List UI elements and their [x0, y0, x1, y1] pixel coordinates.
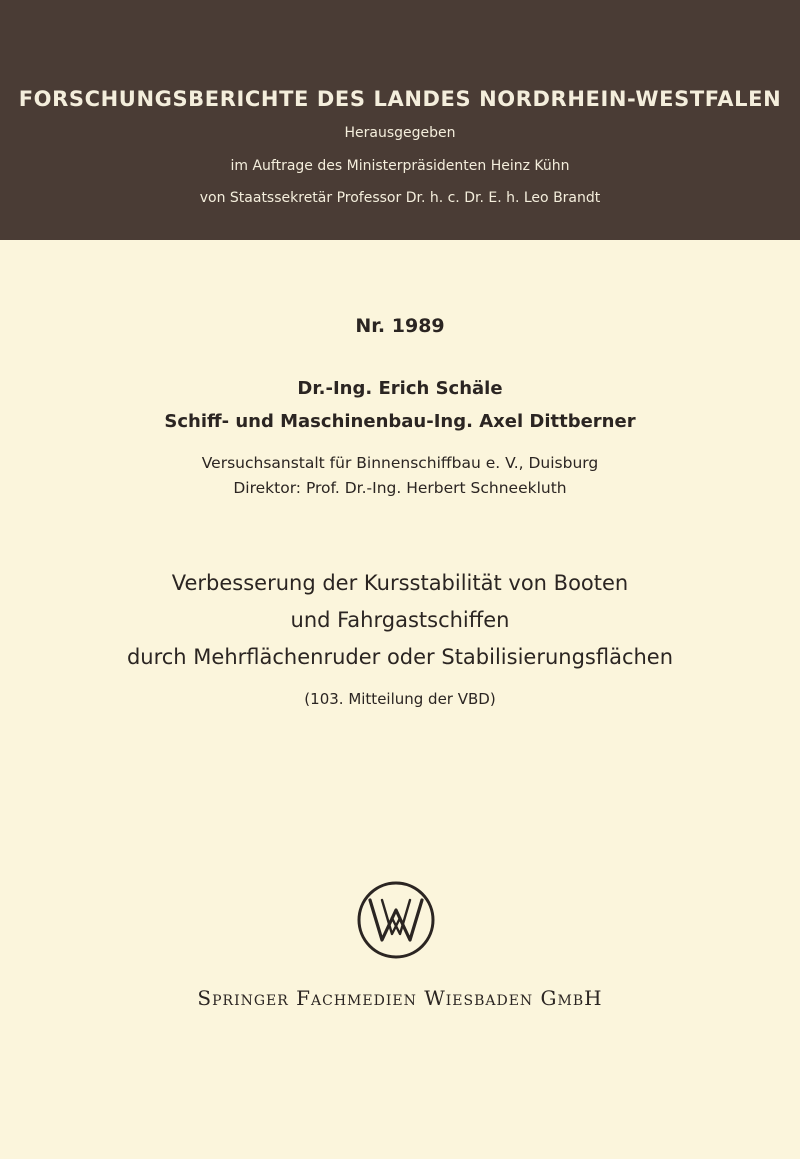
report-number: Nr. 1989	[355, 315, 445, 337]
commission-line: im Auftrage des Ministerpräsidenten Heinz Kühn	[230, 158, 570, 174]
header-band	[0, 0, 800, 240]
institution-director: Direktor: Prof. Dr.-Ing. Herbert Schneekluth	[233, 479, 567, 497]
institution-name: Versuchsanstalt für Binnenschiffbau e. V., Duisburg	[201, 454, 599, 472]
editor-name-line: von Staatssekretär Professor Dr. h. c. Dr. E. h. Leo Brandt	[199, 190, 601, 206]
book-subtitle: (103. Mitteilung der VBD)	[304, 690, 496, 708]
author-name: Schiff- und Maschinenbau-Ing. Axel Dittberner	[164, 411, 636, 432]
book-title-line: Verbesserung der Kursstabilität von Booten	[171, 571, 629, 595]
editor-line: Herausgegeben	[344, 125, 456, 141]
author-name: Dr.-Ing. Erich Schäle	[297, 378, 503, 399]
vw-monogram-logo-icon	[356, 880, 436, 960]
series-title: FORSCHUNGSBERICHTE DES LANDES NORDRHEIN-WESTFALEN	[18, 87, 782, 111]
publisher-name: Springer Fachmedien Wiesbaden GmbH	[197, 986, 603, 1010]
book-title-line: und Fahrgastschiffen	[290, 608, 510, 632]
book-title-line: durch Mehrflächenruder oder Stabilisierungsflächen	[126, 645, 674, 669]
